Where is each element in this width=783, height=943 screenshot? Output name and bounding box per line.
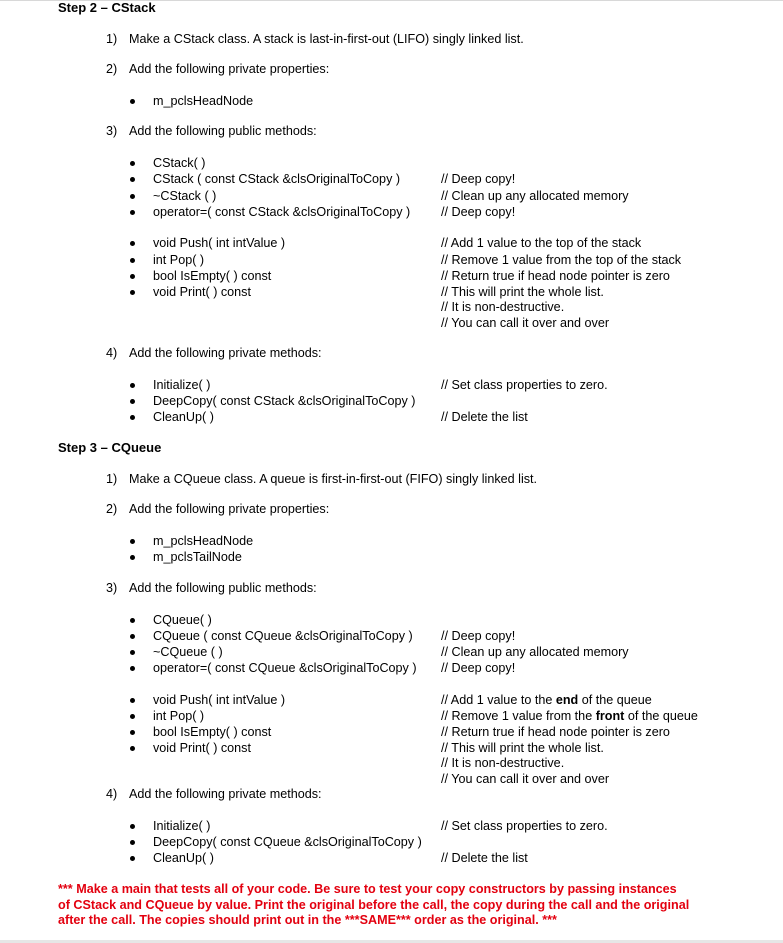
bullet: [130, 856, 135, 861]
private-method-comment: // Delete the list: [441, 410, 528, 424]
comment-text: of the queue: [578, 693, 652, 707]
bullet: [130, 840, 135, 845]
method-signature: void Print( ) const: [153, 285, 251, 299]
comment-text: // Add 1 value to the: [441, 693, 556, 707]
bullet: [130, 730, 135, 735]
step3-item2-text: Add the following private properties:: [129, 502, 330, 516]
bullet: [130, 650, 135, 655]
method-signature: operator=( const CQueue &clsOriginalToCopy ): [153, 661, 417, 675]
step3-item3-number: 3): [106, 581, 118, 595]
bullet: [130, 415, 135, 420]
method-comment: // You can call it over and over: [441, 316, 610, 330]
method-signature: operator=( const CStack &clsOriginalToCopy ): [153, 205, 411, 219]
private-method-comment: // Set class properties to zero.: [441, 378, 608, 392]
bullet: [130, 746, 135, 751]
method-comment: [441, 708, 698, 724]
method-signature: CStack( ): [153, 156, 206, 170]
step2-item2-text: Add the following private properties:: [129, 62, 330, 76]
bullet: [130, 210, 135, 215]
step3-item4-text: Add the following private methods:: [129, 787, 322, 801]
method-comment: // Deep copy!: [441, 172, 516, 186]
bullet: [130, 698, 135, 703]
note-line: of CStack and CQueue by value. Print the original before the call, the copy during the call and the original: [58, 897, 690, 912]
bullet: [130, 618, 135, 623]
step2-property: m_pclsHeadNode: [153, 94, 254, 108]
note-line: after the call. The copies should print out in the ***SAME*** order as the original. ***: [58, 913, 557, 927]
step2-item2-number: 2): [106, 62, 118, 76]
method-comment: // Clean up any allocated memory: [441, 189, 629, 203]
method-comment: [441, 692, 652, 708]
method-signature: void Push( int intValue ): [153, 236, 286, 250]
bullet: [130, 666, 135, 671]
method-signature: CQueue( ): [153, 613, 212, 627]
bullet: [130, 714, 135, 719]
bullet: [130, 399, 135, 404]
method-comment: // Deep copy!: [441, 205, 516, 219]
bullet: [130, 274, 135, 279]
method-signature: void Push( int intValue ): [153, 693, 286, 707]
bullet: [130, 161, 135, 166]
step3-property: m_pclsTailNode: [153, 550, 242, 564]
bullet: [130, 290, 135, 295]
method-comment: // It is non-destructive.: [441, 300, 565, 314]
step3-item4-number: 4): [106, 787, 118, 801]
step3-item2-number: 2): [106, 502, 118, 516]
comment-emphasis: front: [595, 709, 625, 723]
step3-heading: Step 3 – CQueue: [58, 440, 162, 455]
bullet: [130, 539, 135, 544]
bullet: [130, 634, 135, 639]
step2-item4-number: 4): [106, 346, 118, 360]
method-comment: // Deep copy!: [441, 661, 516, 675]
bullet: [130, 99, 135, 104]
method-comment: // Return true if head node pointer is zero: [441, 725, 670, 739]
step2-heading: Step 2 – CStack: [58, 0, 156, 15]
method-signature: int Pop( ): [153, 253, 205, 267]
bullet: [130, 824, 135, 829]
method-signature: bool IsEmpty( ) const: [153, 725, 272, 739]
method-signature: int Pop( ): [153, 709, 205, 723]
method-comment: // You can call it over and over: [441, 772, 610, 786]
private-method-signature: DeepCopy( const CQueue &clsOriginalToCopy ): [153, 835, 422, 849]
method-signature: ~CStack ( ): [153, 189, 217, 203]
method-signature: ~CQueue ( ): [153, 645, 223, 659]
method-comment: // This will print the whole list.: [441, 285, 604, 299]
step2-item1-text: Make a CStack class. A stack is last-in-first-out (LIFO) singly linked list.: [129, 32, 524, 46]
method-comment: // Add 1 value to the top of the stack: [441, 236, 642, 250]
step3-item1-text: Make a CQueue class. A queue is first-in-first-out (FIFO) singly linked list.: [129, 472, 538, 486]
bullet: [130, 177, 135, 182]
private-method-signature: CleanUp( ): [153, 851, 214, 865]
main-test-instructions: [58, 882, 758, 929]
private-method-comment: // Delete the list: [441, 851, 528, 865]
method-signature: void Print( ) const: [153, 741, 251, 755]
method-comment: // Deep copy!: [441, 629, 516, 643]
comment-text: // Remove 1 value from the: [441, 709, 596, 723]
step2-item4-text: Add the following private methods:: [129, 346, 322, 360]
bullet: [130, 383, 135, 388]
method-comment: // Return true if head node pointer is zero: [441, 269, 670, 283]
step3-item1-number: 1): [106, 472, 118, 486]
method-comment: // It is non-destructive.: [441, 756, 565, 770]
bullet: [130, 241, 135, 246]
bullet: [130, 258, 135, 263]
method-comment: // This will print the whole list.: [441, 741, 604, 755]
step2-item3-number: 3): [106, 124, 118, 138]
method-signature: bool IsEmpty( ) const: [153, 269, 272, 283]
step2-item3-text: Add the following public methods:: [129, 124, 317, 138]
method-comment: // Remove 1 value from the top of the stack: [441, 253, 682, 267]
private-method-signature: DeepCopy( const CStack &clsOriginalToCopy ): [153, 394, 416, 408]
step3-item3-text: Add the following public methods:: [129, 581, 317, 595]
step3-property: m_pclsHeadNode: [153, 534, 254, 548]
private-method-signature: Initialize( ): [153, 378, 211, 392]
comment-emphasis: end: [555, 693, 579, 707]
private-method-signature: Initialize( ): [153, 819, 211, 833]
method-comment: // Clean up any allocated memory: [441, 645, 629, 659]
step2-item1-number: 1): [106, 32, 118, 46]
bullet: [130, 194, 135, 199]
method-signature: CStack ( const CStack &clsOriginalToCopy ): [153, 172, 401, 186]
private-method-comment: // Set class properties to zero.: [441, 819, 608, 833]
private-method-signature: CleanUp( ): [153, 410, 214, 424]
note-line: *** Make a main that tests all of your code. Be sure to test your copy constructors by passing instances: [58, 882, 677, 896]
method-signature: CQueue ( const CQueue &clsOriginalToCopy ): [153, 629, 413, 643]
bullet: [130, 555, 135, 560]
comment-text: of the queue: [624, 709, 698, 723]
